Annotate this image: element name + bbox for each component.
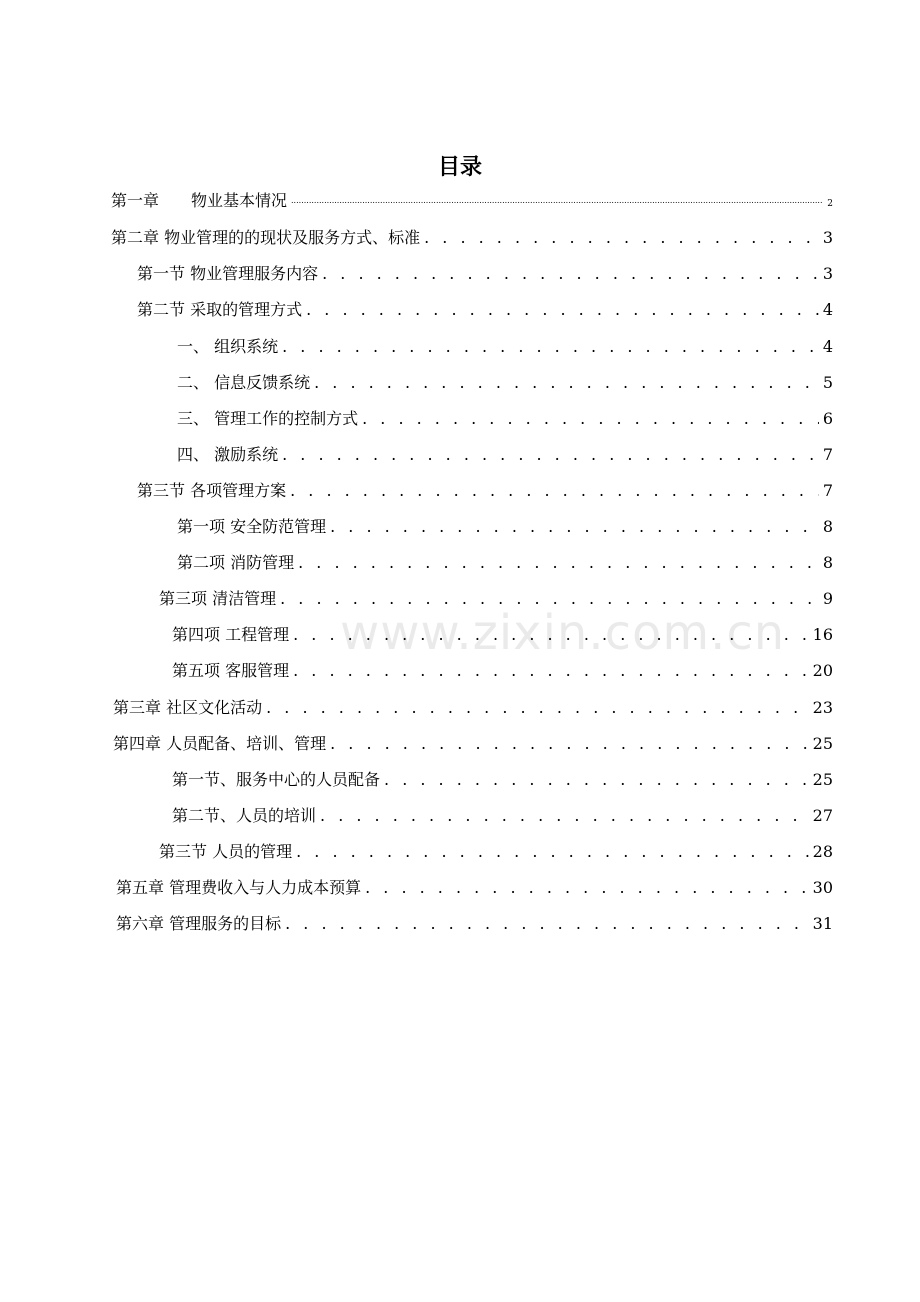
toc-entry-page: 7 [822, 445, 833, 464]
dot-leader [266, 696, 809, 720]
toc-entry-label: 第二节、人员的培训 [172, 806, 317, 825]
toc-entry-page: 25 [812, 734, 833, 753]
toc-entry-label: 三、 管理工作的控制方式 [177, 409, 359, 428]
dot-leader [282, 335, 819, 359]
toc-entry-label: 第五项 客服管理 [172, 661, 290, 680]
toc-entry[interactable] [113, 732, 833, 756]
toc-entry-page: 16 [812, 625, 833, 644]
toc-entry-page: 3 [822, 228, 833, 247]
toc-entry-page: 20 [812, 661, 833, 680]
toc-entry[interactable] [172, 768, 833, 792]
toc-entry-label: 第五章 管理费收入与人力成本预算 [116, 878, 362, 897]
dot-leader [282, 443, 819, 467]
toc-entry-page: 30 [812, 878, 833, 897]
dot-leader [330, 515, 819, 539]
toc-entry-page: 25 [812, 770, 833, 789]
toc-entry[interactable] [116, 912, 833, 936]
toc-entry-page: 27 [812, 806, 833, 825]
dot-leader [362, 407, 819, 431]
dot-leader [298, 551, 819, 575]
toc-entry-label: 第四项 工程管理 [172, 625, 290, 644]
toc-entry[interactable] [177, 371, 833, 395]
dot-leader [320, 804, 809, 828]
toc-entry-label: 第二章 物业管理的的现状及服务方式、标准 [111, 228, 421, 247]
toc-entry-label: 第一节 物业管理服务内容 [137, 264, 319, 283]
dot-leader [322, 262, 819, 286]
toc-entry-label: 第二节 采取的管理方式 [137, 300, 303, 319]
toc-entry-label: 第三节 人员的管理 [159, 842, 293, 861]
toc-entry-label: 第一节、服务中心的人员配备 [172, 770, 381, 789]
toc-entry-label: 一、 组织系统 [177, 337, 279, 356]
toc-entry-label: 第二项 消防管理 [177, 553, 295, 572]
toc-entry-label: 第四章 人员配备、培训、管理 [113, 734, 327, 753]
toc-entry-page: 5 [822, 373, 833, 392]
watermark: www.zixin.com.cn [340, 605, 786, 661]
toc-entry[interactable] [111, 226, 833, 250]
toc-entry-page: 4 [822, 337, 833, 356]
toc-entry[interactable] [177, 443, 833, 467]
toc-entry[interactable] [177, 515, 833, 539]
dot-leader [285, 912, 809, 936]
toc-entry-page: 4 [822, 300, 833, 319]
toc-entry-page: 8 [822, 553, 833, 572]
toc-entry[interactable] [172, 804, 833, 828]
dot-leader [296, 840, 809, 864]
toc-entry[interactable] [137, 298, 833, 322]
toc-entry-page: 28 [812, 842, 833, 861]
toc-entry-page: 6 [822, 409, 833, 428]
toc-title: 目录 [437, 155, 482, 180]
toc-entry-page: 31 [812, 914, 833, 933]
toc-entry-label: 第三项 清洁管理 [159, 589, 277, 608]
toc-entry[interactable] [177, 407, 833, 431]
toc-entry[interactable] [111, 189, 833, 213]
dot-leader [330, 732, 809, 756]
dot-leader [290, 479, 819, 503]
toc-entry-page: 7 [822, 481, 833, 500]
toc-entry-label: 第三节 各项管理方案 [137, 481, 287, 500]
toc-entry-label: 第一项 安全防范管理 [177, 517, 327, 536]
toc-entry-page: 23 [812, 698, 833, 717]
toc-entry-page: 2 [827, 199, 833, 209]
toc-entry[interactable] [137, 262, 833, 286]
toc-entry-label: 第六章 管理服务的目标 [116, 914, 282, 933]
dot-leader [291, 197, 823, 205]
toc-entry[interactable] [116, 876, 833, 900]
dot-leader [365, 876, 809, 900]
dot-leader [424, 226, 819, 250]
toc-entry-label: 第三章 社区文化活动 [113, 698, 263, 717]
toc-entry-label: 第一章 物业基本情况 [111, 191, 288, 210]
toc-entry[interactable] [113, 696, 833, 720]
toc-entry[interactable] [172, 659, 833, 683]
dot-leader [306, 298, 819, 322]
toc-entry[interactable] [177, 551, 833, 575]
toc-entry-page: 9 [822, 589, 833, 608]
toc-entry-label: 二、 信息反馈系统 [177, 373, 311, 392]
dot-leader [384, 768, 809, 792]
dot-leader [293, 659, 809, 683]
toc-entry[interactable] [159, 840, 833, 864]
toc-entry[interactable] [177, 335, 833, 359]
dot-leader [314, 371, 819, 395]
toc-entry-label: 四、 激励系统 [177, 445, 279, 464]
toc-entry-page: 8 [822, 517, 833, 536]
toc-entry[interactable] [137, 479, 833, 503]
toc-entry-page: 3 [822, 264, 833, 283]
